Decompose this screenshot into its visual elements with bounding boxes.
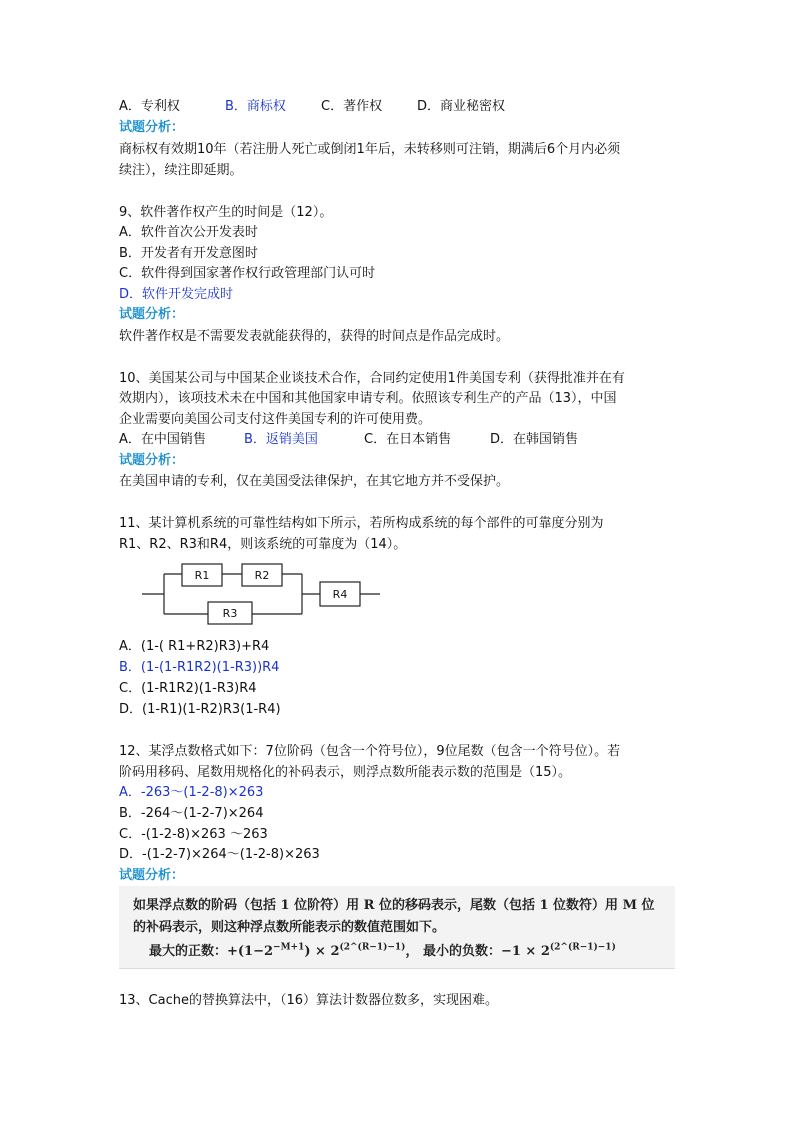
formula-image [119, 886, 675, 969]
q8-options [119, 97, 505, 117]
max-expr-mid: ) × 2 [304, 944, 340, 959]
q12-question-line-2: 阶码用移码、尾数用规格化的补码表示，则浮点数所能表示数的范围是（15）。 [119, 765, 572, 780]
max-expr-exp2: (2^(R−1)−1) [339, 942, 406, 953]
min-expr-base: −1 × 2 [500, 944, 550, 959]
q9-analysis-label: 试题分析： [119, 307, 185, 322]
max-expr-exp: −M+1 [273, 942, 305, 953]
q12-option-c: C．-(1-2-8)×263 ～263 [119, 827, 268, 842]
q10-question-line-3: 企业需要向美国公司支付这件美国专利的许可使用费。 [119, 412, 432, 427]
q10-question-line-2: 效期内），该项技术未在中国和其他国家申请专利。依照该专利生产的产品（13），中国 [119, 391, 617, 406]
q10-option-b: B．返销美国 [244, 432, 318, 447]
q8-analysis-label: 试题分析： [119, 120, 185, 135]
q10-options [119, 430, 578, 450]
q11-question-line-1: 11、某计算机系统的可靠性结构如下所示，若所构成系统的每个部件的可靠度分别为 [119, 516, 604, 531]
q9-question: 9、软件著作权产生的时间是（12）。 [119, 205, 333, 220]
min-negative-label: ， 最小的负数： [405, 944, 501, 959]
q11-question-line-2: R1、R2、R3和R4，则该系统的可靠度为（14）。 [119, 537, 407, 552]
q9-option-b: B．开发者有开发意图时 [119, 246, 258, 261]
q10-question-line-1: 10、美国某公司与中国某企业谈技术合作，合同约定使用1件美国专利（获得批准并在有 [119, 371, 625, 386]
q8-option-d: D．商业秘密权 [417, 99, 506, 114]
q12-option-a: A．-263～(1-2-8)×263 [119, 785, 264, 800]
q10-option-a: A．在中国销售 [119, 432, 206, 447]
q8-analysis-line-2: 续注），续注即延期。 [119, 163, 243, 178]
q13-question: 13、Cache的替换算法中，（16）算法计数器位数多，实现困难。 [119, 993, 499, 1008]
q12-analysis-label: 试题分析： [119, 868, 185, 883]
formula-line-1: 如果浮点数的阶码（包括 1 位阶符）用 R 位的移码表示，尾数（包括 1 位数符）用 M 位 [133, 898, 655, 913]
q12-option-b: B．-264～(1-2-7)×264 [119, 806, 264, 821]
q10-option-c: C．在日本销售 [364, 432, 452, 447]
max-positive-label: 最大的正数： [149, 944, 228, 959]
q8-option-b: B．商标权 [225, 99, 286, 114]
label-r1: R1 [194, 569, 210, 582]
label-r2: R2 [254, 569, 270, 582]
formula-line-3 [149, 940, 616, 959]
q11-option-d: D．(1-R1)(1-R2)R3(1-R4) [119, 702, 281, 717]
q9-option-c: C．软件得到国家著作权行政管理部门认可时 [119, 266, 376, 281]
q9-option-a: A．软件首次公开发表时 [119, 225, 258, 240]
label-r3: R3 [222, 607, 238, 620]
q9-option-d: D．软件开发完成时 [119, 287, 234, 302]
q12-question-line-1: 12、某浮点数格式如下：7位阶码（包含一个符号位），9位尾数（包含一个符号位）。若 [119, 744, 621, 759]
max-expr-base: +(1−2 [227, 944, 274, 959]
q11-option-a: A．(1-( R1+R2)R3)+R4 [119, 639, 270, 654]
q12-option-d: D．-(1-2-7)×264～(1-2-8)×263 [119, 847, 320, 862]
min-expr-exp: (2^(R−1)−1) [549, 942, 616, 953]
q8-option-c: C．著作权 [321, 99, 383, 114]
q10-analysis-label: 试题分析： [119, 453, 185, 468]
q11-option-b: B．(1-(1-R1R2)(1-R3))R4 [119, 660, 280, 675]
label-r4: R4 [332, 588, 348, 601]
q8-option-a: A．专利权 [119, 99, 180, 114]
q9-analysis-line-1: 软件著作权是不需要发表就能获得的，获得的时间点是作品完成时。 [119, 329, 510, 344]
q11-option-c: C．(1-R1R2)(1-R3)R4 [119, 681, 257, 696]
q10-analysis-line-1: 在美国申请的专利，仅在美国受法律保护，在其它地方并不受保护。 [119, 474, 510, 489]
q10-option-d: D．在韩国销售 [490, 432, 579, 447]
formula-line-2: 的补码表示，则这种浮点数所能表示的数值范围如下。 [133, 920, 446, 935]
reliability-diagram [142, 556, 382, 626]
q8-analysis-line-1: 商标权有效期10年（若注册人死亡或倒闭1年后，未转移则可注销，期满后6个月内必须 [119, 142, 621, 157]
